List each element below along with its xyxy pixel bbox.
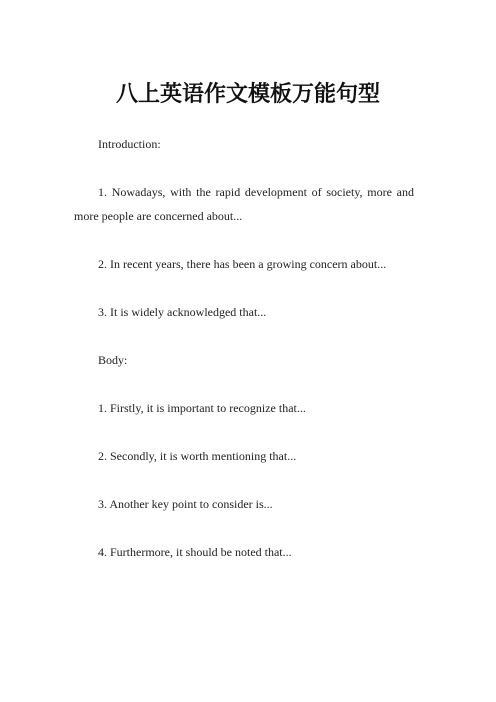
introduction-sentence-1: 1. Nowadays, with the rapid development of society, more and more people are concerned about... [74,185,414,223]
body-sentence-2: 2. Secondly, it is worth mentioning that... [98,449,297,463]
document-title: 八上英语作文模板万能句型 [115,82,380,107]
document-body [74,132,414,588]
introduction-sentence-3: 3. It is widely acknowledged that... [98,305,267,319]
body-sentence-3: 3. Another key point to consider is... [98,497,273,511]
section-heading-body: Body: [98,353,128,367]
introduction-sentence-2: 2. In recent years, there has been a growing concern about... [98,257,387,271]
section-heading-introduction: Introduction: [98,137,161,151]
body-sentence-1: 1. Firstly, it is important to recognize that... [98,401,306,415]
body-sentence-4: 4. Furthermore, it should be noted that... [98,545,292,559]
